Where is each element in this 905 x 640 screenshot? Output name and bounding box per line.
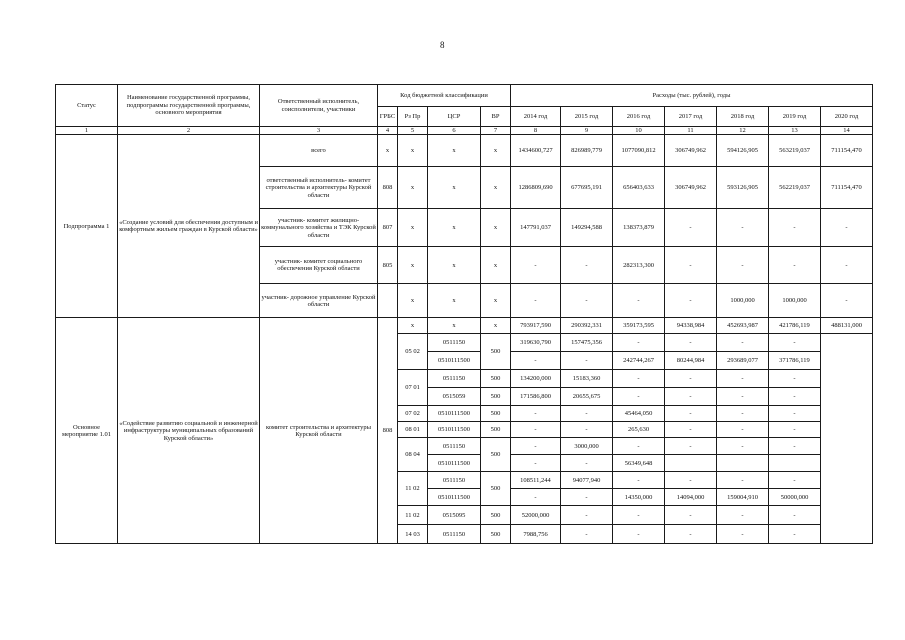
- value-cell: 149294,588: [561, 209, 613, 247]
- value-cell: 138373,879: [613, 209, 665, 247]
- csr-cell: 0511150: [428, 472, 481, 489]
- empty-cell: [821, 334, 873, 544]
- value-cell: 371786,119: [769, 352, 821, 370]
- value-cell: -: [511, 284, 561, 318]
- header-year: 2016 год: [613, 107, 665, 127]
- column-number: 11: [665, 127, 717, 135]
- header-row-1: [56, 85, 873, 107]
- subprogram-name: «Создание условий для обеспечения доступным и комфортным жильем граждан в Курской области»: [118, 135, 260, 318]
- value-cell: 656403,633: [613, 167, 665, 209]
- vr-cell: 500: [481, 506, 511, 525]
- value-cell: -: [511, 455, 561, 472]
- column-number: 14: [821, 127, 873, 135]
- rzpr-cell: 08 04: [398, 438, 428, 472]
- value-cell: 14094,000: [665, 489, 717, 506]
- rzpr-cell: 07 02: [398, 406, 428, 422]
- value-cell: 50000,000: [769, 489, 821, 506]
- value-cell: -: [665, 506, 717, 525]
- header-vr: ВР: [481, 107, 511, 127]
- value-cell: -: [665, 438, 717, 455]
- csr-cell: 0510111500: [428, 489, 481, 506]
- value-cell: -: [821, 209, 873, 247]
- value-cell: 242744,267: [613, 352, 665, 370]
- value-cell: 108511,244: [511, 472, 561, 489]
- rzpr-cell: 05 02: [398, 334, 428, 370]
- value-cell: 1077090,812: [613, 135, 665, 167]
- vr-cell: х: [481, 284, 511, 318]
- vr-cell: 500: [481, 388, 511, 406]
- rzpr-cell: 11 02: [398, 472, 428, 506]
- value-cell: 826989,779: [561, 135, 613, 167]
- value-cell: -: [511, 422, 561, 438]
- value-cell: -: [561, 406, 613, 422]
- value-cell: -: [717, 388, 769, 406]
- value-cell: -: [561, 455, 613, 472]
- value-cell: 421786,119: [769, 318, 821, 334]
- value-cell: -: [613, 370, 665, 388]
- value-cell: 677695,191: [561, 167, 613, 209]
- csr-cell: 0511150: [428, 370, 481, 388]
- value-cell: 488131,000: [821, 318, 873, 334]
- value-cell: -: [561, 247, 613, 284]
- header-year: 2019 год: [769, 107, 821, 127]
- csr-cell: 0515095: [428, 506, 481, 525]
- value-cell: 1000,000: [769, 284, 821, 318]
- rzpr-cell: х: [398, 284, 428, 318]
- value-cell: -: [561, 489, 613, 506]
- value-cell: 1000,000: [717, 284, 769, 318]
- vr-cell: 500: [481, 370, 511, 388]
- rzpr-cell: х: [398, 135, 428, 167]
- value-cell: 56349,648: [613, 455, 665, 472]
- rzpr-cell: 07 01: [398, 370, 428, 406]
- participant-cell: участник- комитет жилищно-коммунального хозяйства и ТЭК Курской области: [260, 209, 378, 247]
- participant-cell: ответственный исполнитель- комитет строительства и архитектуры Курской области: [260, 167, 378, 209]
- measure-name: «Содействие развитию социальной и инженерной инфраструктуры муниципальных образований Курской области»: [118, 318, 260, 544]
- value-cell: -: [511, 247, 561, 284]
- value-cell: -: [821, 247, 873, 284]
- header-grbs: ГРБС: [378, 107, 398, 127]
- value-cell: -: [769, 334, 821, 352]
- value-cell: -: [717, 334, 769, 352]
- column-number: 12: [717, 127, 769, 135]
- vr-cell: 500: [481, 334, 511, 370]
- value-cell: 711154,470: [821, 135, 873, 167]
- value-cell: -: [613, 284, 665, 318]
- value-cell: 562219,037: [769, 167, 821, 209]
- column-number: 5: [398, 127, 428, 135]
- value-cell: 94338,984: [665, 318, 717, 334]
- value-cell: 319630,790: [511, 334, 561, 352]
- value-cell: 1434600,727: [511, 135, 561, 167]
- value-cell: -: [769, 438, 821, 455]
- csr-cell: 0510111500: [428, 422, 481, 438]
- column-number-row: [56, 127, 873, 135]
- value-cell: 293689,077: [717, 352, 769, 370]
- rzpr-cell: 08 01: [398, 422, 428, 438]
- value-cell: -: [821, 284, 873, 318]
- column-number: 7: [481, 127, 511, 135]
- csr-cell: х: [428, 167, 481, 209]
- rzpr-cell: х: [398, 167, 428, 209]
- value-cell: 306749,962: [665, 135, 717, 167]
- value-cell: -: [665, 388, 717, 406]
- column-number: 4: [378, 127, 398, 135]
- vr-cell: х: [481, 209, 511, 247]
- csr-cell: х: [428, 284, 481, 318]
- header-year: 2014 год: [511, 107, 561, 127]
- value-cell: 14350,000: [613, 489, 665, 506]
- value-cell: -: [511, 406, 561, 422]
- vr-cell: 500: [481, 438, 511, 472]
- column-number: 9: [561, 127, 613, 135]
- value-cell: 3000,000: [561, 438, 613, 455]
- value-cell: 157475,356: [561, 334, 613, 352]
- value-cell: -: [665, 247, 717, 284]
- value-cell: -: [717, 525, 769, 544]
- value-cell: 593126,905: [717, 167, 769, 209]
- value-cell: -: [769, 472, 821, 489]
- participant-cell: участник- комитет социального обеспечения Курской области: [260, 247, 378, 284]
- value-cell: -: [665, 406, 717, 422]
- vr-cell: 500: [481, 406, 511, 422]
- value-cell: [665, 455, 717, 472]
- value-cell: -: [665, 209, 717, 247]
- measure-participant: комитет строительства и архитектуры Курской области: [260, 318, 378, 544]
- vr-cell: 500: [481, 525, 511, 544]
- grbs-cell: 805: [378, 247, 398, 284]
- value-cell: 147791,037: [511, 209, 561, 247]
- csr-cell: 0510111500: [428, 406, 481, 422]
- column-number: 13: [769, 127, 821, 135]
- value-cell: -: [511, 489, 561, 506]
- value-cell: -: [717, 247, 769, 284]
- value-cell: -: [717, 370, 769, 388]
- value-cell: -: [561, 422, 613, 438]
- value-cell: 711154,470: [821, 167, 873, 209]
- csr-cell: 0511150: [428, 438, 481, 455]
- column-number: 3: [260, 127, 378, 135]
- header-expenses: Расходы (тыс. рублей), годы: [511, 85, 873, 107]
- value-cell: 1286809,690: [511, 167, 561, 209]
- subprogram-row-total: [56, 135, 873, 167]
- column-number: 8: [511, 127, 561, 135]
- rzpr-cell: х: [398, 318, 428, 334]
- value-cell: -: [769, 422, 821, 438]
- value-cell: 94077,940: [561, 472, 613, 489]
- rzpr-cell: х: [398, 209, 428, 247]
- column-number: 6: [428, 127, 481, 135]
- rzpr-cell: х: [398, 247, 428, 284]
- value-cell: 45464,050: [613, 406, 665, 422]
- header-status: Статус: [56, 85, 118, 127]
- value-cell: -: [665, 525, 717, 544]
- value-cell: -: [769, 370, 821, 388]
- subprogram-status: Подпрограмма 1: [56, 135, 118, 318]
- value-cell: 793917,590: [511, 318, 561, 334]
- rzpr-cell: 11 02: [398, 506, 428, 525]
- value-cell: 80244,984: [665, 352, 717, 370]
- value-cell: [769, 455, 821, 472]
- vr-cell: х: [481, 135, 511, 167]
- rzpr-cell: 14 03: [398, 525, 428, 544]
- value-cell: 20655,675: [561, 388, 613, 406]
- value-cell: -: [613, 472, 665, 489]
- value-cell: -: [613, 506, 665, 525]
- vr-cell: 500: [481, 472, 511, 506]
- value-cell: -: [769, 247, 821, 284]
- value-cell: -: [665, 422, 717, 438]
- value-cell: 52000,000: [511, 506, 561, 525]
- page-number: 8: [440, 40, 445, 50]
- value-cell: 594126,905: [717, 135, 769, 167]
- header-name: Наименование государственной программы, подпрограммы государственной программы, основного мероприятия: [118, 85, 260, 127]
- measure-row-total: [56, 318, 873, 334]
- csr-cell: х: [428, 209, 481, 247]
- value-cell: -: [561, 352, 613, 370]
- column-number: 10: [613, 127, 665, 135]
- header-year: 2017 год: [665, 107, 717, 127]
- csr-cell: 0511150: [428, 334, 481, 352]
- header-csr: ЦСР: [428, 107, 481, 127]
- value-cell: -: [769, 388, 821, 406]
- csr-cell: 0511150: [428, 525, 481, 544]
- value-cell: -: [717, 472, 769, 489]
- vr-cell: х: [481, 318, 511, 334]
- value-cell: -: [769, 525, 821, 544]
- value-cell: 282313,300: [613, 247, 665, 284]
- grbs-cell: [378, 284, 398, 318]
- csr-cell: 0510111500: [428, 455, 481, 472]
- value-cell: 359173,595: [613, 318, 665, 334]
- value-cell: -: [717, 438, 769, 455]
- grbs-cell: х: [378, 135, 398, 167]
- value-cell: -: [613, 438, 665, 455]
- value-cell: 563219,037: [769, 135, 821, 167]
- column-number: 1: [56, 127, 118, 135]
- value-cell: [717, 455, 769, 472]
- value-cell: -: [561, 284, 613, 318]
- csr-cell: х: [428, 247, 481, 284]
- csr-cell: 0515059: [428, 388, 481, 406]
- csr-cell: 0510111500: [428, 352, 481, 370]
- value-cell: -: [717, 422, 769, 438]
- csr-cell: х: [428, 135, 481, 167]
- vr-cell: 500: [481, 422, 511, 438]
- value-cell: 159004,910: [717, 489, 769, 506]
- participant-cell: участник- дорожное управление Курской области: [260, 284, 378, 318]
- value-cell: -: [769, 209, 821, 247]
- vr-cell: х: [481, 247, 511, 284]
- value-cell: 15183,360: [561, 370, 613, 388]
- value-cell: -: [561, 525, 613, 544]
- value-cell: 306749,962: [665, 167, 717, 209]
- value-cell: 171586,800: [511, 388, 561, 406]
- header-responsible: Ответственный исполнитель, соисполнители, участники: [260, 85, 378, 127]
- value-cell: -: [665, 284, 717, 318]
- participant-cell: всего: [260, 135, 378, 167]
- vr-cell: х: [481, 167, 511, 209]
- value-cell: -: [665, 334, 717, 352]
- budget-table: [55, 84, 873, 544]
- value-cell: 134200,000: [511, 370, 561, 388]
- grbs-cell: 807: [378, 209, 398, 247]
- measure-grbs: 808: [378, 318, 398, 544]
- value-cell: -: [613, 334, 665, 352]
- value-cell: -: [717, 506, 769, 525]
- column-number: 2: [118, 127, 260, 135]
- header-budget-code: Код бюджетной классификации: [378, 85, 511, 107]
- value-cell: -: [613, 525, 665, 544]
- header-year: 2015 год: [561, 107, 613, 127]
- value-cell: -: [769, 506, 821, 525]
- csr-cell: х: [428, 318, 481, 334]
- value-cell: -: [717, 209, 769, 247]
- value-cell: 290392,331: [561, 318, 613, 334]
- grbs-cell: 808: [378, 167, 398, 209]
- value-cell: -: [561, 506, 613, 525]
- value-cell: -: [717, 406, 769, 422]
- header-rzpr: Рз Пр: [398, 107, 428, 127]
- value-cell: 265,630: [613, 422, 665, 438]
- value-cell: -: [511, 438, 561, 455]
- value-cell: 7988,756: [511, 525, 561, 544]
- value-cell: -: [613, 388, 665, 406]
- value-cell: -: [665, 472, 717, 489]
- value-cell: 452693,987: [717, 318, 769, 334]
- value-cell: -: [665, 370, 717, 388]
- value-cell: -: [511, 352, 561, 370]
- value-cell: -: [769, 406, 821, 422]
- header-year: 2018 год: [717, 107, 769, 127]
- header-year: 2020 год: [821, 107, 873, 127]
- measure-status: Основное мероприятие 1.01: [56, 318, 118, 544]
